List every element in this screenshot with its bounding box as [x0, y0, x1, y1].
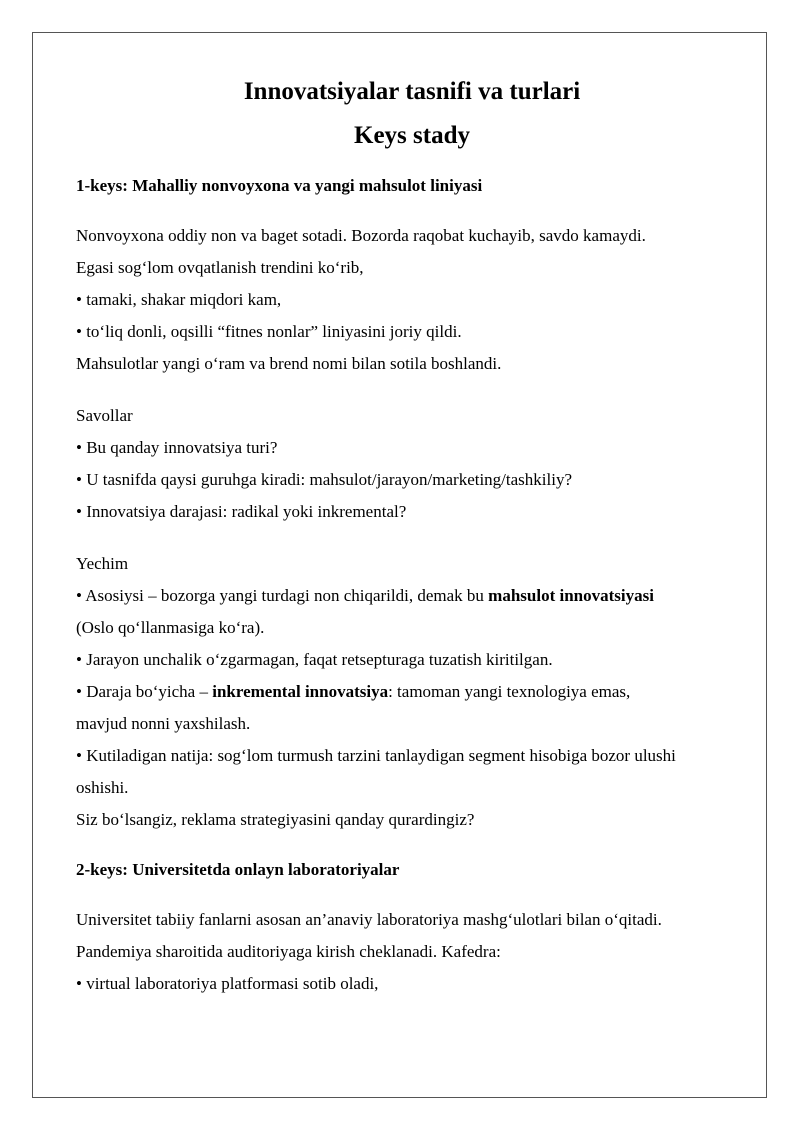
- solution-line: mavjud nonni yaxshilash.: [76, 714, 251, 733]
- case-2-intro-line: • virtual laboratoriya platformasi sotib oladi,: [76, 974, 379, 993]
- solution-label: Yechim: [76, 554, 129, 573]
- solution-line: • Kutiladigan natija: sog‘lom turmush tarzini tanlaydigan segment hisobiga bozor ulushi: [76, 746, 676, 765]
- solution-text: • Asosiysi – bozorga yangi turdagi non chiqarildi, demak bu: [76, 586, 489, 605]
- case-1-intro-line: Mahsulotlar yangi o‘ram va brend nomi bilan sotila boshlandi.: [76, 354, 502, 373]
- solution-line: oshishi.: [76, 778, 129, 797]
- case-1-intro-line: Nonvoyxona oddiy non va baget sotadi. Bozorda raqobat kuchayib, savdo kamaydi.: [76, 226, 646, 245]
- case-2-intro-line: Universitet tabiiy fanlarni asosan an’anaviy laboratoriya mashg‘ulotlari bilan o‘qitadi.: [76, 910, 662, 929]
- case-2: [76, 854, 748, 1000]
- question-item: • U tasnifda qaysi guruhga kiradi: mahsulot/jarayon/marketing/tashkiliy?: [76, 470, 573, 489]
- question-item: • Bu qanday innovatsiya turi?: [76, 438, 278, 457]
- case-1-intro-line: Egasi sog‘lom ovqatlanish trendini ko‘rib,: [76, 258, 364, 277]
- questions-label: Savollar: [76, 406, 133, 425]
- solution-line: (Oslo qo‘llanmasiga ko‘ra).: [76, 618, 265, 637]
- case-1: [76, 170, 748, 836]
- solution-text: • Daraja bo‘yicha –: [76, 682, 213, 701]
- document-title: Innovatsiyalar tasnifi va turlari: [243, 78, 581, 105]
- document-body: [76, 70, 748, 1000]
- case-1-intro-line: • to‘liq donli, oqsilli “fitnes nonlar” liniyasini joriy qildi.: [76, 322, 462, 341]
- document-subtitle: Keys stady: [354, 122, 470, 149]
- solution-text: : tamoman yangi texnologiya emas,: [388, 682, 631, 701]
- solution-emphasis: inkremental innovatsiya: [212, 682, 389, 701]
- solution-line: [76, 676, 748, 708]
- case-2-intro-line: Pandemiya sharoitida auditoriyaga kirish cheklanadi. Kafedra:: [76, 942, 501, 961]
- case-1-intro-line: • tamaki, shakar miqdori kam,: [76, 290, 282, 309]
- solution-emphasis: mahsulot innovatsiyasi: [488, 586, 654, 605]
- case-2-heading: 2-keys: Universitetda onlayn laboratoriyalar: [76, 860, 400, 879]
- solution-line: [76, 580, 748, 612]
- solution-question: Siz bo‘lsangiz, reklama strategiyasini qanday qurardingiz?: [76, 810, 475, 829]
- case-1-heading: 1-keys: Mahalliy nonvoyxona va yangi mahsulot liniyasi: [76, 176, 483, 195]
- question-item: • Innovatsiya darajasi: radikal yoki inkremental?: [76, 502, 407, 521]
- solution-line: • Jarayon unchalik o‘zgarmagan, faqat retsepturaga tuzatish kiritilgan.: [76, 650, 553, 669]
